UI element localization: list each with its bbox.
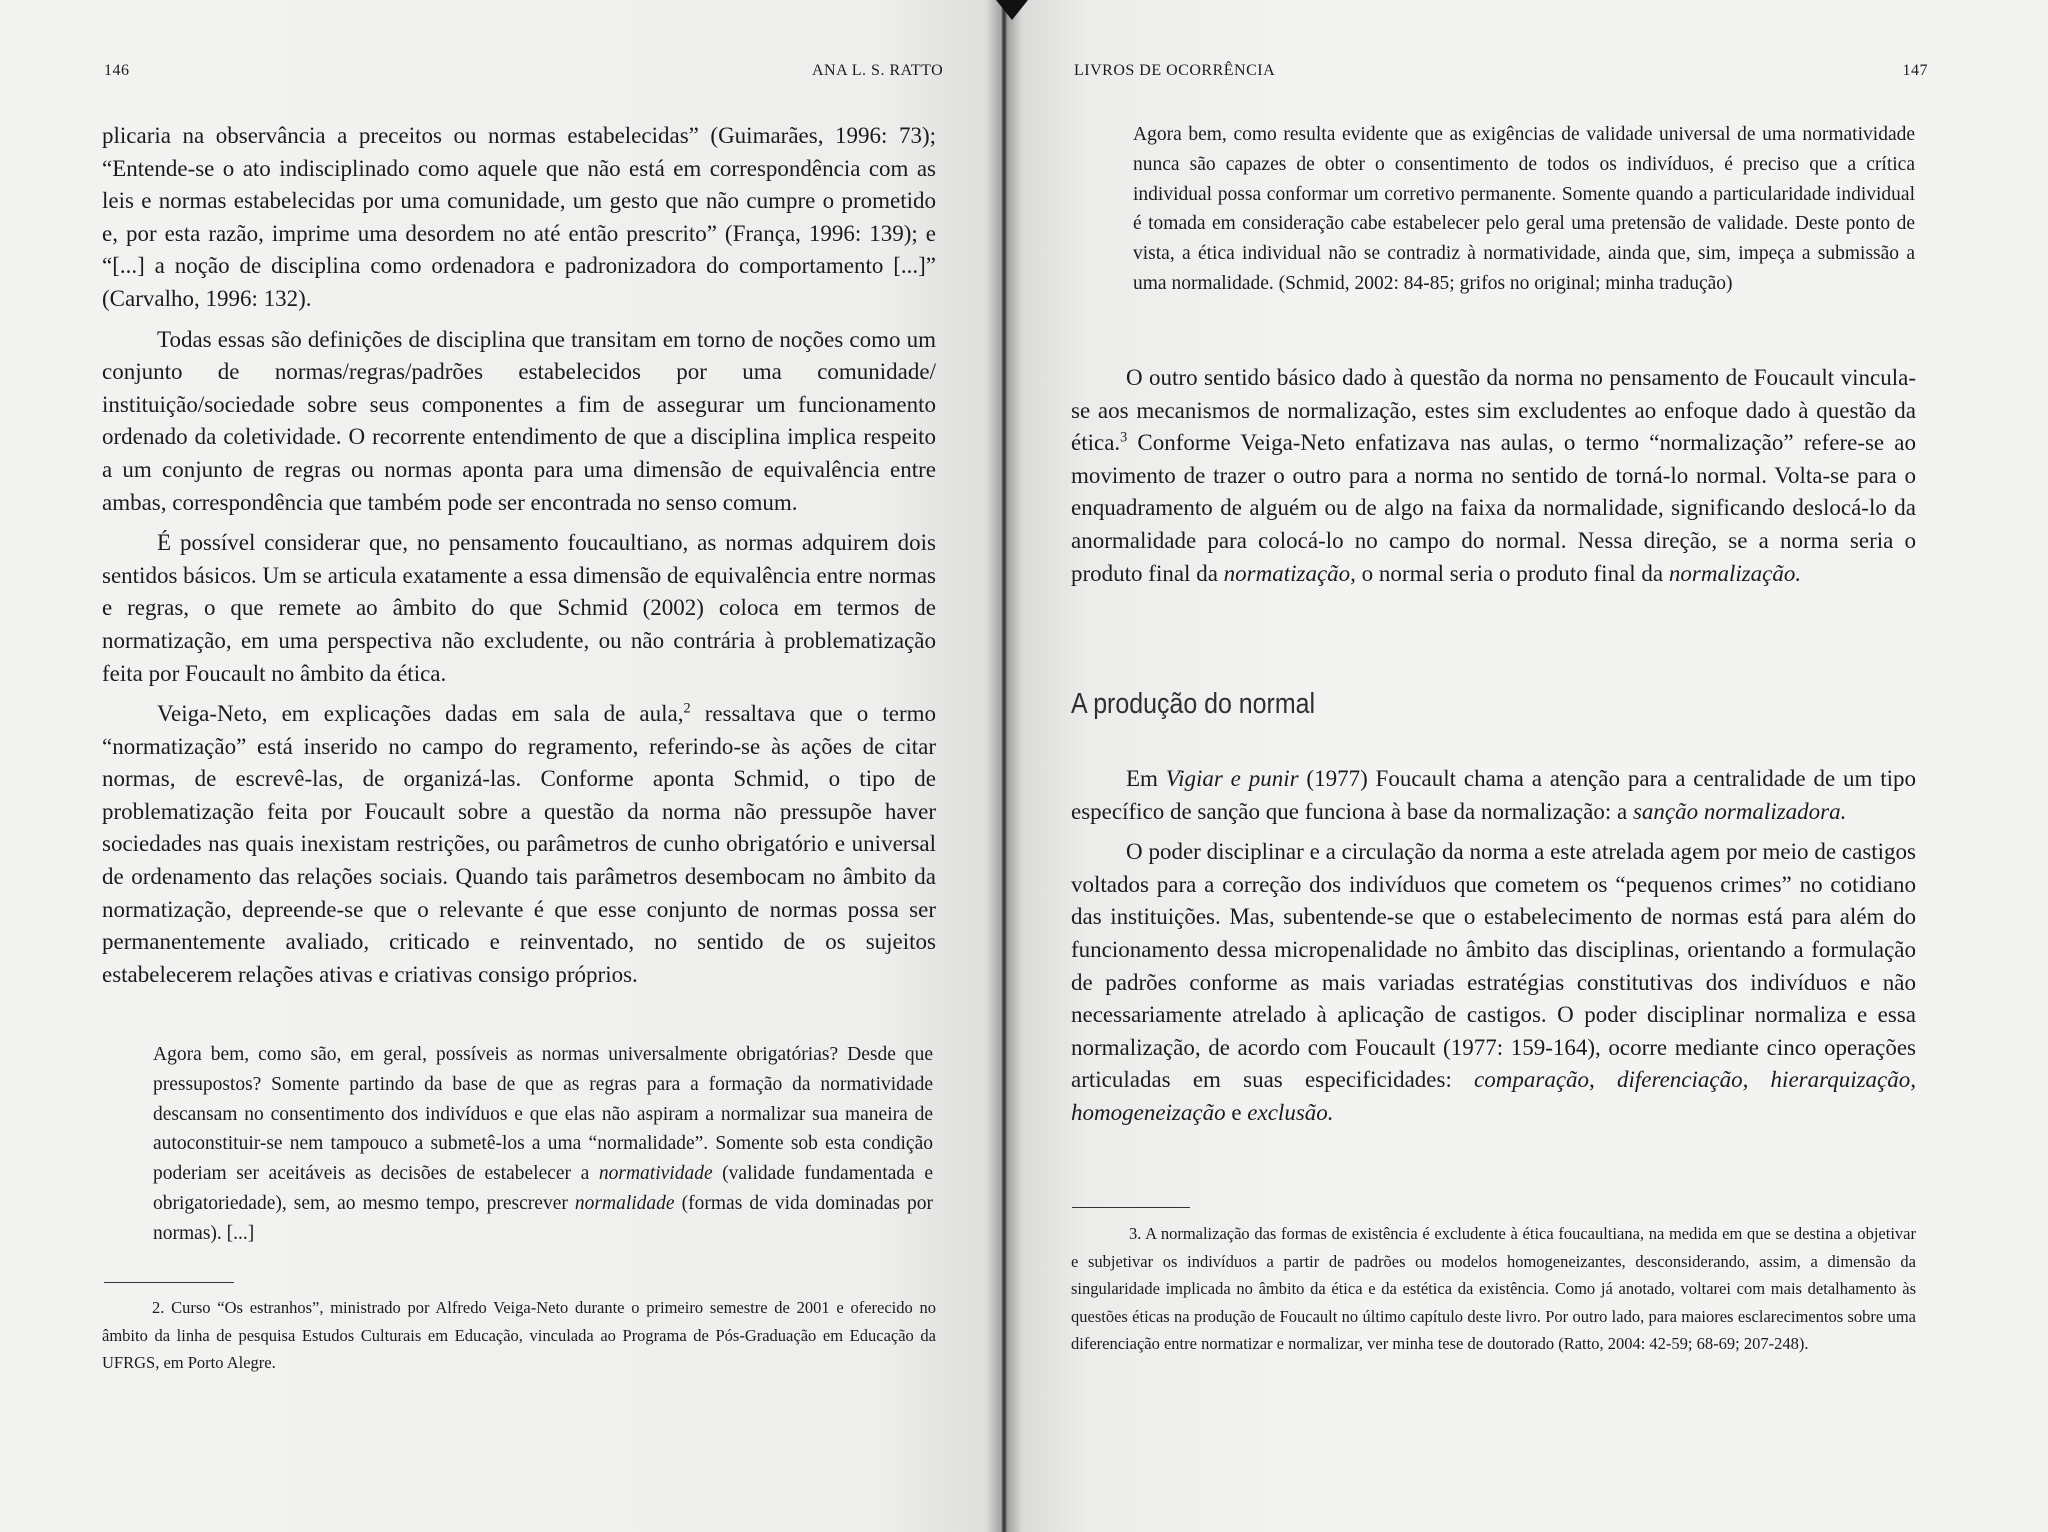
paragraph bbox=[102, 698, 936, 991]
paragraph bbox=[1071, 362, 1916, 590]
page-number-left: 146 bbox=[104, 62, 130, 79]
emphasis: sanção normalizadora. bbox=[1632, 798, 1847, 824]
quote-emphasis: normatividade bbox=[598, 1163, 713, 1185]
right-page bbox=[1004, 0, 2048, 1532]
block-quote bbox=[153, 1040, 933, 1249]
right-body-text bbox=[1071, 763, 1916, 1130]
paragraph bbox=[1071, 836, 1916, 1129]
paragraph: É possível considerar que, no pensamento foucaultiano, as normas adquirem dois sentidos básicos. Um se articula exatamente a essa dimensão de equivalência entre normas e regras, o que remete ao âmbito do que Schmid (2002) coloca em termos de normatização, em uma perspectiva não excludente, ou não contrária à problematização feita por Foucault no âmbito da ética. bbox=[102, 530, 936, 686]
emphasis: Vigiar e punir bbox=[1165, 766, 1299, 791]
footnote: 3. A normalização das formas de existência é excludente à ética foucaultiana, na medida em que se destina a objetivar e subjetivar os indivíduos a partir de padrões ou modelos homogeneizantes, desconsiderando, assim, a dimensão da singularidade implicada no âmbito da ética e da estética da existência. Como já anotado, voltarei com mais detalhamento às questões éticas na produção de Foucault no último capítulo deste livro. Por outro lado, para maiores esclarecimentos sobre uma diferenciação entre normatizar e normalizar, ver minha tese de doutorado (Ratto, 2004: 42-59; 68-69; 207-248). bbox=[1071, 1224, 1916, 1354]
paragraph: plicaria na observância a preceitos ou normas estabelecidas” (Guimarães, 1996: 73); “Entende-se o ato indisciplinado como aquele que não está em correspondência com as leis e normas estabelecidas por uma comunidade, um gesto que não cumpre o prometido e, por esta razão, imprime uma desordem no até então prescrito” (França, 1996: 139); e “[...] a noção de disciplina como ordenadora e padronizadora do comportamento [...]” (Carvalho, 1996: 132). bbox=[102, 123, 936, 311]
paragraph-text: O outro sentido básico dado à questão da norma no pensamento de Foucault vincula-se aos mecanismos de normalização, estes sim excludentes ao enfoque dado à questão da ética. bbox=[1071, 365, 1916, 456]
footnote-rule bbox=[1072, 1207, 1190, 1208]
paragraph-text: e bbox=[1225, 1099, 1248, 1125]
gutter-shadow bbox=[996, 0, 1028, 20]
paragraph-text: o normal seria o produto final da bbox=[1355, 560, 1669, 586]
paragraph-text: Em bbox=[1126, 766, 1166, 791]
quote-text: (validade fundamentada e obrigatoriedade), sem, ao mesmo tempo, prescrever bbox=[153, 1163, 933, 1214]
right-body-text bbox=[1071, 362, 1916, 590]
paragraph-text: Veiga-Neto, em explicações dadas em sala de aula, bbox=[157, 701, 684, 727]
footnote-marker: 2 bbox=[683, 700, 691, 717]
left-body-text bbox=[102, 120, 936, 991]
paragraph-text: O poder disciplinar e a circulação da norma a este atrelada agem por meio de castigos voltados para a correção dos indivíduos que cometem os “pequenos crimes” no cotidiano das instituições. Mas, subentende-se que o estabelecimento de normas está para além do funcionamento dessa micropenalidade no âmbito das disciplinas, orientando a formulação de padrões conforme as mais variadas estratégias constitutivas dos indivíduos e não necessariamente atrelado à aplicação de castigos. O poder disciplinar normaliza e essa normalização, de acordo com Foucault (1977: 159-164), ocorre mediante cinco operações articuladas em suas especificidades: bbox=[1071, 839, 1916, 1093]
paragraph: Todas essas são definições de disciplina que transitam em torno de noções como um conjunto de normas/regras/padrões estabelecidos por uma comunidade/ instituição/sociedade sobre seus componentes a fim de assegurar um funcionamento ordenado da coletividade. O recorrente entendimento de que a disciplina implica respeito a um conjunto de regras ou normas aponta para uma dimensão de equivalência entre ambas, correspondência que também pode ser encontrada no senso comum. bbox=[102, 326, 936, 515]
left-page bbox=[0, 0, 1000, 1532]
emphasis: exclusão. bbox=[1247, 1099, 1334, 1125]
emphasis: normatização, bbox=[1223, 560, 1356, 586]
emphasis: normalização. bbox=[1668, 560, 1802, 586]
footnote: 2. Curso “Os estranhos”, ministrado por Alfredo Veiga-Neto durante o primeiro semestre de 2001 e oferecido no âmbito da linha de pesquisa Estudos Culturais em Educação, vinculada ao Programa de Pós-Graduação em Educação da UFRGS, em Porto Alegre. bbox=[102, 1298, 936, 1373]
paragraph-text: (1977) Foucault chama a atenção para a centralidade de um tipo específico de sanção que funciona à base da normalização: a bbox=[1071, 766, 1917, 824]
page-number-right: 147 bbox=[1902, 62, 1928, 79]
paragraph bbox=[1071, 763, 1916, 828]
quote-emphasis: normalidade bbox=[574, 1192, 675, 1214]
quote-text: (formas de vida dominadas por normas). [...] bbox=[153, 1192, 933, 1244]
paragraph-text: ressaltava que o termo “normatização” está inserido no campo do regramento, referindo-se às ações de citar normas, de escrevê-las, de organizá-las. Conforme aponta Schmid, o tipo de problematização feita por Foucault sobre a questão da norma não pressupõe haver sociedades nas quais inexistam restrições, ou parâmetros de cunho obrigatório e universal de ordenamento das relações sociais. Quando tais parâmetros desembocam no âmbito da normatização, depreende-se que o relevante é que esse conjunto de normas possa ser permanentemente avaliado, criticado e reinventado, no sentido de os sujeitos estabelecerem relações ativas e criativas consigo próprios. bbox=[102, 701, 936, 987]
block-quote: Agora bem, como resulta evidente que as exigências de validade universal de uma normatividade nunca são capazes de obter o consentimento de todos os indivíduos, é preciso que a crítica individual possa conformar um corretivo permanente. Somente quando a particularidade individual é tomada em consideração cabe estabelecer pelo geral uma pretensão de validade. Deste ponto de vista, a ética individual não se contradiz à normatividade, ainda que, sim, impeça a submissão a uma normalidade. (Schmid, 2002: 84-85; grifos no original; minha tradução) bbox=[1133, 124, 1915, 294]
book-gutter bbox=[986, 0, 1022, 1532]
paragraph-text: Conforme Veiga-Neto enfatizava nas aulas, o termo “normalização” refere-se ao movimento de trazer o outro para a norma no sentido de torná-lo normal. Volta-se para o enquadramento de alguém ou de algo na faixa da normalidade, significando deslocá-lo da anormalidade para colocá-lo no campo do normal. Nessa direção, se a norma seria o produto final da bbox=[1071, 430, 1916, 586]
running-head-title: LIVROS DE OCORRÊNCIA bbox=[1074, 62, 1276, 79]
section-heading: A produção do normal bbox=[1071, 688, 1316, 720]
emphasis: comparação, diferenciação, hierarquização, homogeneização bbox=[1071, 1067, 1916, 1125]
footnote-rule bbox=[104, 1282, 234, 1283]
quote-text: Agora bem, como são, em geral, possíveis as normas universalmente obrigatórias? Desde que pressupostos? Somente partindo da base de que as regras para a formação da normatividade descansam no consentimento dos indivíduos e que elas não aspiram a normalizar sua maneira de autoconstituir-se nem tampouco a submetê-los a uma “normalidade”. Somente sob esta condição poderiam ser aceitáveis as decisões de estabelecer a bbox=[153, 1044, 933, 1185]
running-head-author: ANA L. S. RATTO bbox=[812, 62, 944, 79]
footnote-marker: 3 bbox=[1120, 429, 1128, 446]
